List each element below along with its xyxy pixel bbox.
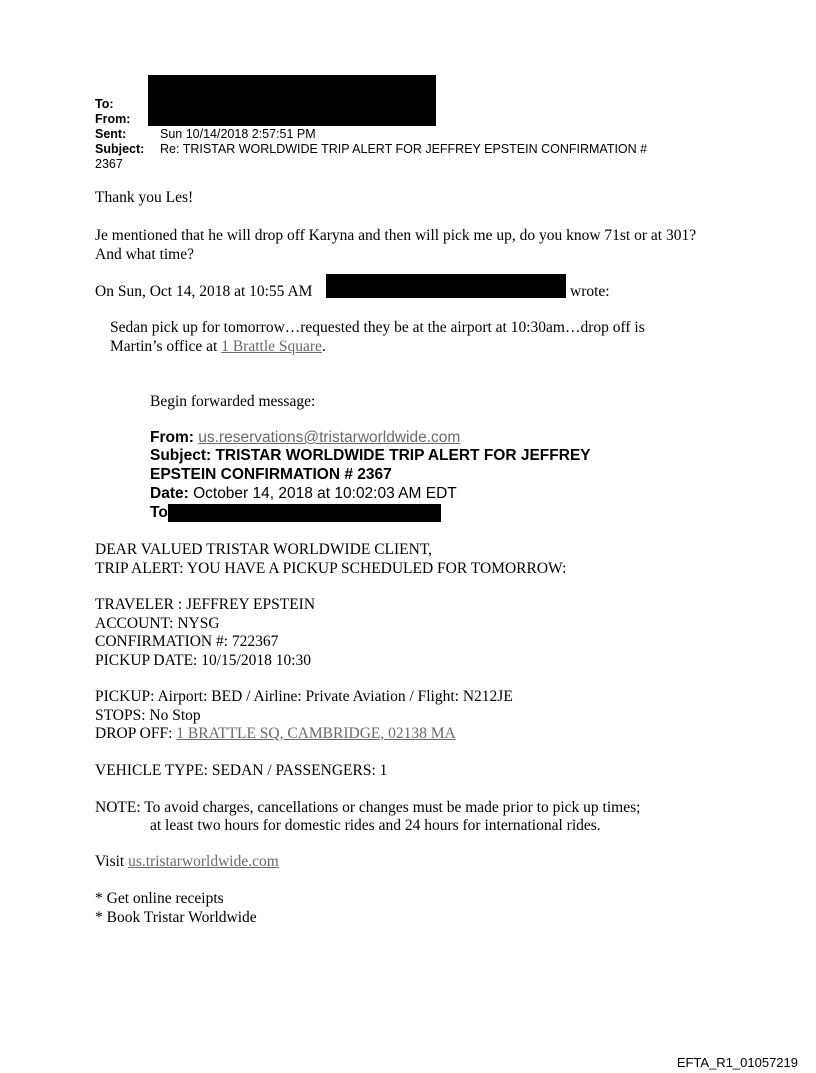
from-label: From:: [95, 112, 131, 126]
alert-pickup-date: PICKUP DATE: 10/15/2018 10:30: [95, 652, 312, 669]
dropoff-address-link[interactable]: 1 BRATTLE SQ, CAMBRIDGE, 02138 MA: [176, 725, 456, 742]
tristar-website-link[interactable]: us.tristarworldwide.com: [128, 853, 279, 870]
sent-value: Sun 10/14/2018 2:57:51 PM: [160, 127, 316, 141]
forwarded-to: [150, 503, 168, 522]
sent-label: Sent:: [95, 127, 127, 141]
alert-visit: [95, 852, 279, 871]
subject-value-cont: 2367: [95, 157, 123, 171]
redaction-sender: [326, 274, 566, 298]
redaction-header: [148, 75, 436, 126]
document-id: EFTA_R1_01057219: [676, 1055, 798, 1070]
quoted-line2-prefix: Martin’s office at: [110, 338, 222, 355]
alert-note-line1: NOTE: To avoid charges, cancellations or changes must be made prior to pick up times;: [95, 799, 641, 816]
forwarded-subject-label: Subject:: [150, 447, 212, 464]
alert-salutation: DEAR VALUED TRISTAR WORLDWIDE CLIENT,: [95, 541, 433, 558]
forwarded-from-label: From:: [150, 429, 194, 446]
alert-confirmation: CONFIRMATION #: 722367: [95, 633, 279, 650]
alert-bullet-book: * Book Tristar Worldwide: [95, 909, 257, 926]
alert-bullet-receipts: * Get online receipts: [95, 890, 224, 907]
quote-intro-prefix: On Sun, Oct 14, 2018 at 10:55 AM: [95, 283, 313, 300]
reply-greeting: Thank you Les!: [95, 189, 194, 206]
quoted-line2: [110, 337, 326, 356]
forwarded-date: [150, 484, 457, 503]
alert-traveler: TRAVELER : JEFFREY EPSTEIN: [95, 596, 316, 613]
forwarded-subject-line1: TRISTAR WORLDWIDE TRIP ALERT FOR JEFFREY: [215, 447, 591, 464]
quoted-line1: Sedan pick up for tomorrow…requested they be at the airport at 10:30am…drop off is: [110, 319, 645, 336]
alert-dropoff: [95, 724, 456, 743]
reply-message-line2: And what time?: [95, 246, 195, 263]
alert-dropoff-label: DROP OFF:: [95, 725, 177, 742]
forwarded-from-email-link[interactable]: us.reservations@tristarworldwide.com: [198, 429, 461, 446]
reply-message-line1: Je mentioned that he will drop off Karyna and then will pick me up, do you know 71st or at 301?: [95, 227, 697, 244]
to-row: [95, 97, 114, 112]
alert-pickup: PICKUP: Airport: BED / Airline: Private Aviation / Flight: N212JE: [95, 688, 513, 705]
brattle-square-link[interactable]: 1 Brattle Square: [221, 338, 322, 355]
sent-row: [95, 127, 126, 142]
alert-stops: STOPS: No Stop: [95, 707, 201, 724]
subject-value: Re: TRISTAR WORLDWIDE TRIP ALERT FOR JEFFREY EPSTEIN CONFIRMATION #: [160, 142, 648, 156]
forwarded-date-value: October 14, 2018 at 10:02:03 AM EDT: [193, 485, 457, 502]
forwarded-date-label: Date:: [150, 485, 189, 502]
from-row: [95, 112, 130, 127]
alert-note-line2: at least two hours for domestic rides and 24 hours for international rides.: [150, 817, 601, 834]
quote-intro-suffix: wrote:: [570, 283, 610, 300]
redaction-forwarded-to: [168, 504, 441, 522]
to-label: To:: [95, 97, 114, 111]
forwarded-from: [150, 428, 460, 447]
alert-vehicle: VEHICLE TYPE: SEDAN / PASSENGERS: 1: [95, 762, 388, 779]
forwarded-to-label: To: [150, 504, 168, 521]
forwarded-intro: Begin forwarded message:: [150, 393, 316, 410]
subject-label: Subject:: [95, 142, 145, 156]
forwarded-subject-line2: EPSTEIN CONFIRMATION # 2367: [150, 466, 392, 483]
subject-row: [95, 142, 144, 157]
forwarded-subject: [150, 446, 591, 465]
alert-account: ACCOUNT: NYSG: [95, 615, 220, 632]
alert-headline: TRIP ALERT: YOU HAVE A PICKUP SCHEDULED FOR TOMORROW:: [95, 560, 567, 577]
alert-visit-prefix: Visit: [95, 853, 129, 870]
quoted-line2-suffix: .: [321, 338, 326, 355]
